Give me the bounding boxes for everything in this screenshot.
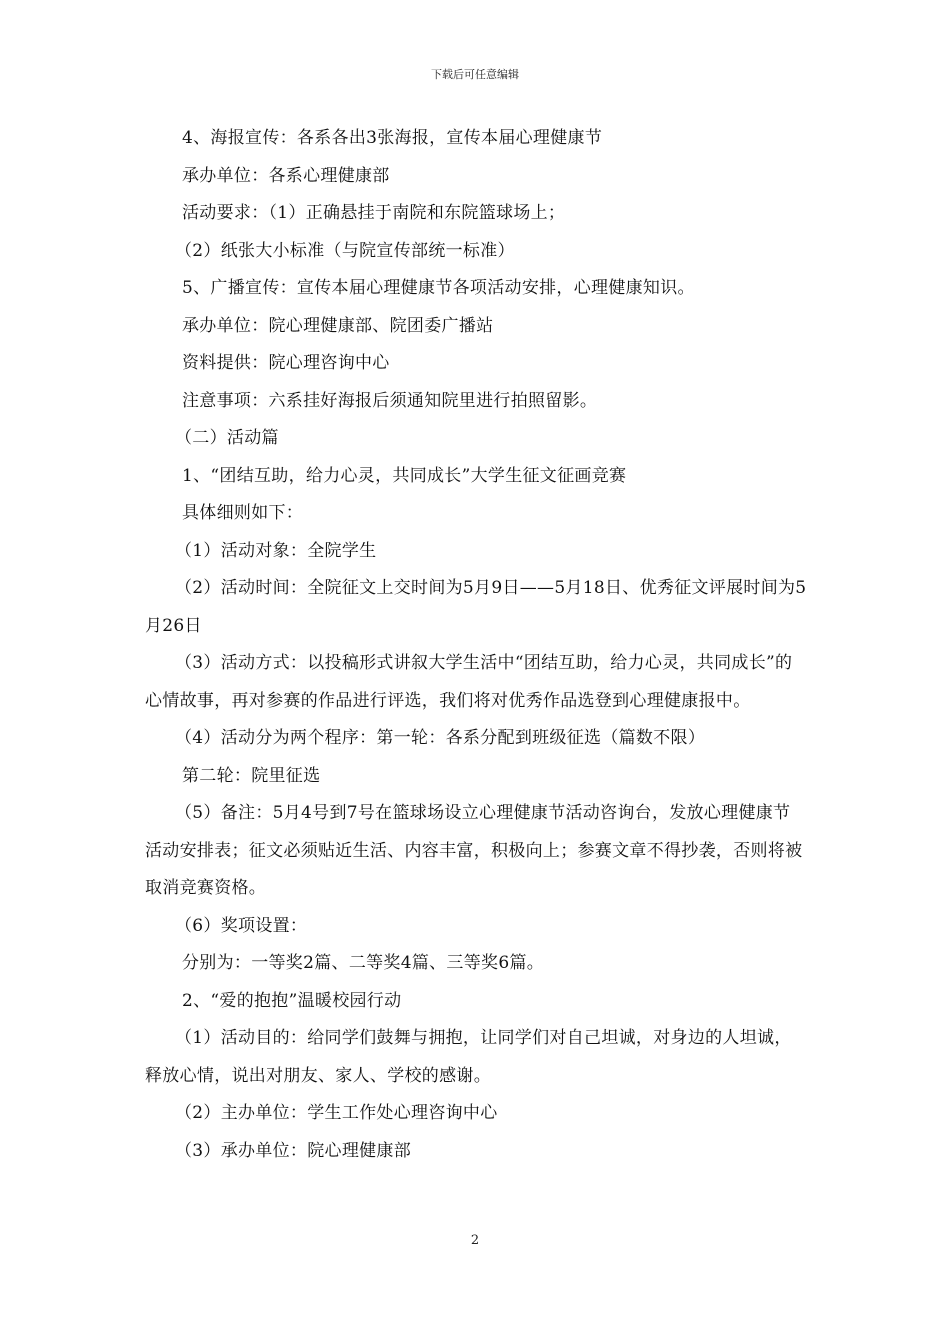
paragraph: （1）活动对象：全院学生	[175, 540, 377, 561]
paragraph: 4、海报宣传：各系各出3张海报，宣传本届心理健康节	[182, 128, 603, 148]
paragraph: （2）主办单位：学生工作处心理咨询中心	[175, 1103, 498, 1123]
section-heading: （二）活动篇	[175, 428, 279, 448]
paragraph: 第二轮：院里征选	[182, 765, 321, 786]
paragraph: （6）奖项设置：	[175, 915, 308, 936]
paragraph: 活动要求：（1）正确悬挂于南院和东院篮球场上；	[182, 203, 566, 223]
paragraph: 资料提供：院心理咨询中心	[182, 353, 390, 373]
paragraph: 具体细则如下：	[182, 503, 304, 523]
paragraph: 1、“团结互助，给力心灵，共同成长”大学生征文征画竞赛	[182, 465, 627, 486]
page-number: 2	[470, 1233, 480, 1248]
paragraph: （2）纸张大小标准（与院宣传部统一标准）	[175, 240, 515, 261]
paragraph: 5、广播宣传：宣传本届心理健康节各项活动安排，心理健康知识。	[182, 278, 695, 298]
document-body	[145, 120, 807, 1170]
page-header: 下载后可任意编辑	[431, 68, 519, 81]
paragraph: （2）活动时间：全院征文上交时间为5月9日——5月18日、优秀征文评展时间为5月26日	[145, 578, 807, 636]
paragraph: 分别为：一等奖2篇、二等奖4篇、三等奖6篇。	[182, 953, 545, 973]
paragraph: 承办单位：各系心理健康部	[182, 165, 390, 186]
paragraph: 2、“爱的抱抱”温暖校园行动	[182, 990, 402, 1011]
paragraph: 注意事项：六系挂好海报后须通知院里进行拍照留影。	[182, 390, 598, 411]
paragraph: （5）备注：5月4号到7号在篮球场设立心理健康节活动咨询台，发放心理健康节活动安排表；征文必须贴近生活、内容丰富，积极向上；参赛文章不得抄袭，否则将被取消竞赛资格。	[145, 803, 803, 898]
paragraph: 承办单位：院心理健康部、院团委广播站	[182, 315, 494, 336]
paragraph: （4）活动分为两个程序：第一轮：各系分配到班级征选（篇数不限）	[175, 728, 706, 748]
paragraph: （1）活动目的：给同学们鼓舞与拥抱，让同学们对自己坦诚，对身边的人坦诚，释放心情，说出对朋友、家人、学校的感谢。	[145, 1028, 792, 1086]
paragraph: （3）活动方式：以投稿形式讲叙大学生活中“团结互助，给力心灵，共同成长”的心情故事，再对参赛的作品进行评选，我们将对优秀作品选登到心理健康报中。	[145, 653, 793, 711]
paragraph: （3）承办单位：院心理健康部	[175, 1140, 412, 1161]
